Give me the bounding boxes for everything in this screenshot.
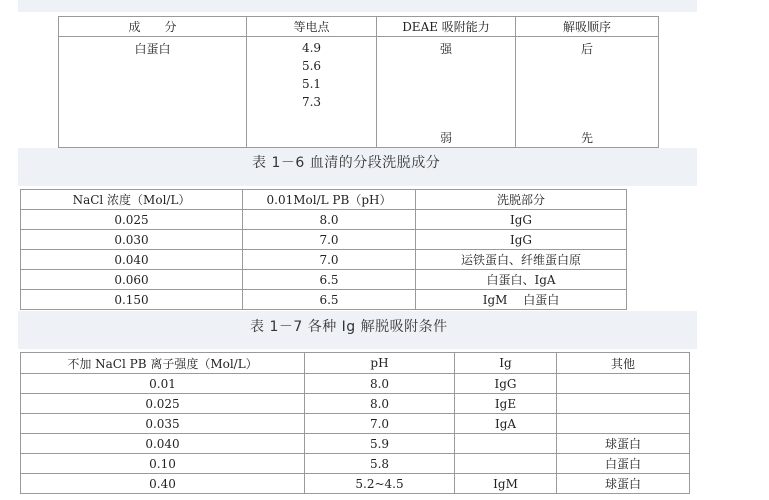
table-row xyxy=(21,250,627,270)
header-nacl: NaCl 浓度（Mol/L） xyxy=(21,190,243,210)
header-other: 其他 xyxy=(557,353,690,374)
table-caption-1-7: 表 1－7 各种 Ig 解脱吸附条件 xyxy=(250,319,448,335)
ig-desorption-table xyxy=(20,352,690,494)
header-adsorption: DEAE 吸附能力 xyxy=(377,17,516,37)
eluted-cell: IgG xyxy=(416,230,627,250)
ph-cell: 5.2~4.5 xyxy=(305,474,455,494)
ionic-strength-cell: 0.040 xyxy=(21,434,305,454)
order-early: 先 xyxy=(580,131,593,145)
header-ionic-strength: 不加 NaCl PB 离子强度（Mol/L） xyxy=(21,353,305,374)
adsorption-cell xyxy=(377,37,516,148)
header-component: 成 分 xyxy=(59,17,247,37)
component-cell xyxy=(59,37,247,148)
component-value: 白蛋白 xyxy=(134,42,171,56)
order-late: 后 xyxy=(580,42,593,56)
ph-cell: 6.5 xyxy=(243,270,416,290)
ph-cell: 7.0 xyxy=(305,414,455,434)
adsorption-weak: 弱 xyxy=(439,131,452,145)
isoelectric-value: 5.1 xyxy=(301,77,322,91)
header-pb-ph: 0.01Mol/L PB（pH） xyxy=(243,190,416,210)
ph-cell: 5.9 xyxy=(305,434,455,454)
eluted-cell: IgG xyxy=(416,210,627,230)
top-band xyxy=(18,0,697,12)
ph-cell: 8.0 xyxy=(305,394,455,414)
ig-cell xyxy=(455,434,557,454)
other-cell: 球蛋白 xyxy=(557,474,690,494)
other-cell xyxy=(557,374,690,394)
eluted-cell: IgM 白蛋白 xyxy=(416,290,627,310)
ig-cell: IgE xyxy=(455,394,557,414)
eluted-cell: 白蛋白、IgA xyxy=(416,270,627,290)
table-row xyxy=(21,474,690,494)
table-row xyxy=(21,270,627,290)
nacl-cell: 0.025 xyxy=(21,210,243,230)
nacl-cell: 0.150 xyxy=(21,290,243,310)
isoelectric-value: 5.6 xyxy=(301,59,322,73)
header-order: 解吸顺序 xyxy=(516,17,659,37)
other-cell: 球蛋白 xyxy=(557,434,690,454)
ph-cell: 6.5 xyxy=(243,290,416,310)
ig-cell xyxy=(455,454,557,474)
table-header-row xyxy=(21,353,690,374)
nacl-cell: 0.030 xyxy=(21,230,243,250)
adsorption-strong: 强 xyxy=(439,42,452,56)
header-isoelectric: 等电点 xyxy=(247,17,377,37)
table-row xyxy=(21,230,627,250)
ig-cell: IgA xyxy=(455,414,557,434)
table-row xyxy=(59,37,659,148)
isoelectric-value: 7.3 xyxy=(301,95,322,109)
nacl-cell: 0.040 xyxy=(21,250,243,270)
table-row xyxy=(21,434,690,454)
header-eluted: 洗脱部分 xyxy=(416,190,627,210)
ph-cell: 7.0 xyxy=(243,250,416,270)
ionic-strength-cell: 0.035 xyxy=(21,414,305,434)
isoelectric-value: 4.9 xyxy=(301,41,322,55)
table-row xyxy=(21,414,690,434)
table-row xyxy=(21,210,627,230)
table-row xyxy=(21,374,690,394)
ig-cell: IgM xyxy=(455,474,557,494)
table-header-row xyxy=(59,17,659,37)
ph-cell: 8.0 xyxy=(243,210,416,230)
nacl-cell: 0.060 xyxy=(21,270,243,290)
table-header-row xyxy=(21,190,627,210)
ph-cell: 8.0 xyxy=(305,374,455,394)
table-row xyxy=(21,394,690,414)
table-row xyxy=(21,454,690,474)
ionic-strength-cell: 0.40 xyxy=(21,474,305,494)
serum-elution-table xyxy=(20,189,627,310)
other-cell xyxy=(557,394,690,414)
ig-cell: IgG xyxy=(455,374,557,394)
isoelectric-cell xyxy=(247,37,377,148)
other-cell: 白蛋白 xyxy=(557,454,690,474)
ionic-strength-cell: 0.10 xyxy=(21,454,305,474)
table-caption-1-6: 表 1－6 血清的分段洗脱成分 xyxy=(252,155,441,171)
eluted-cell: 运铁蛋白、纤维蛋白原 xyxy=(416,250,627,270)
other-cell xyxy=(557,414,690,434)
table-row xyxy=(21,290,627,310)
isoelectric-values xyxy=(247,37,376,111)
order-cell xyxy=(516,37,659,148)
ionic-strength-cell: 0.025 xyxy=(21,394,305,414)
ph-cell: 7.0 xyxy=(243,230,416,250)
ionic-strength-cell: 0.01 xyxy=(21,374,305,394)
header-ph: pH xyxy=(305,353,455,374)
ph-cell: 5.8 xyxy=(305,454,455,474)
isoelectric-table xyxy=(58,16,659,148)
header-ig: Ig xyxy=(455,353,557,374)
